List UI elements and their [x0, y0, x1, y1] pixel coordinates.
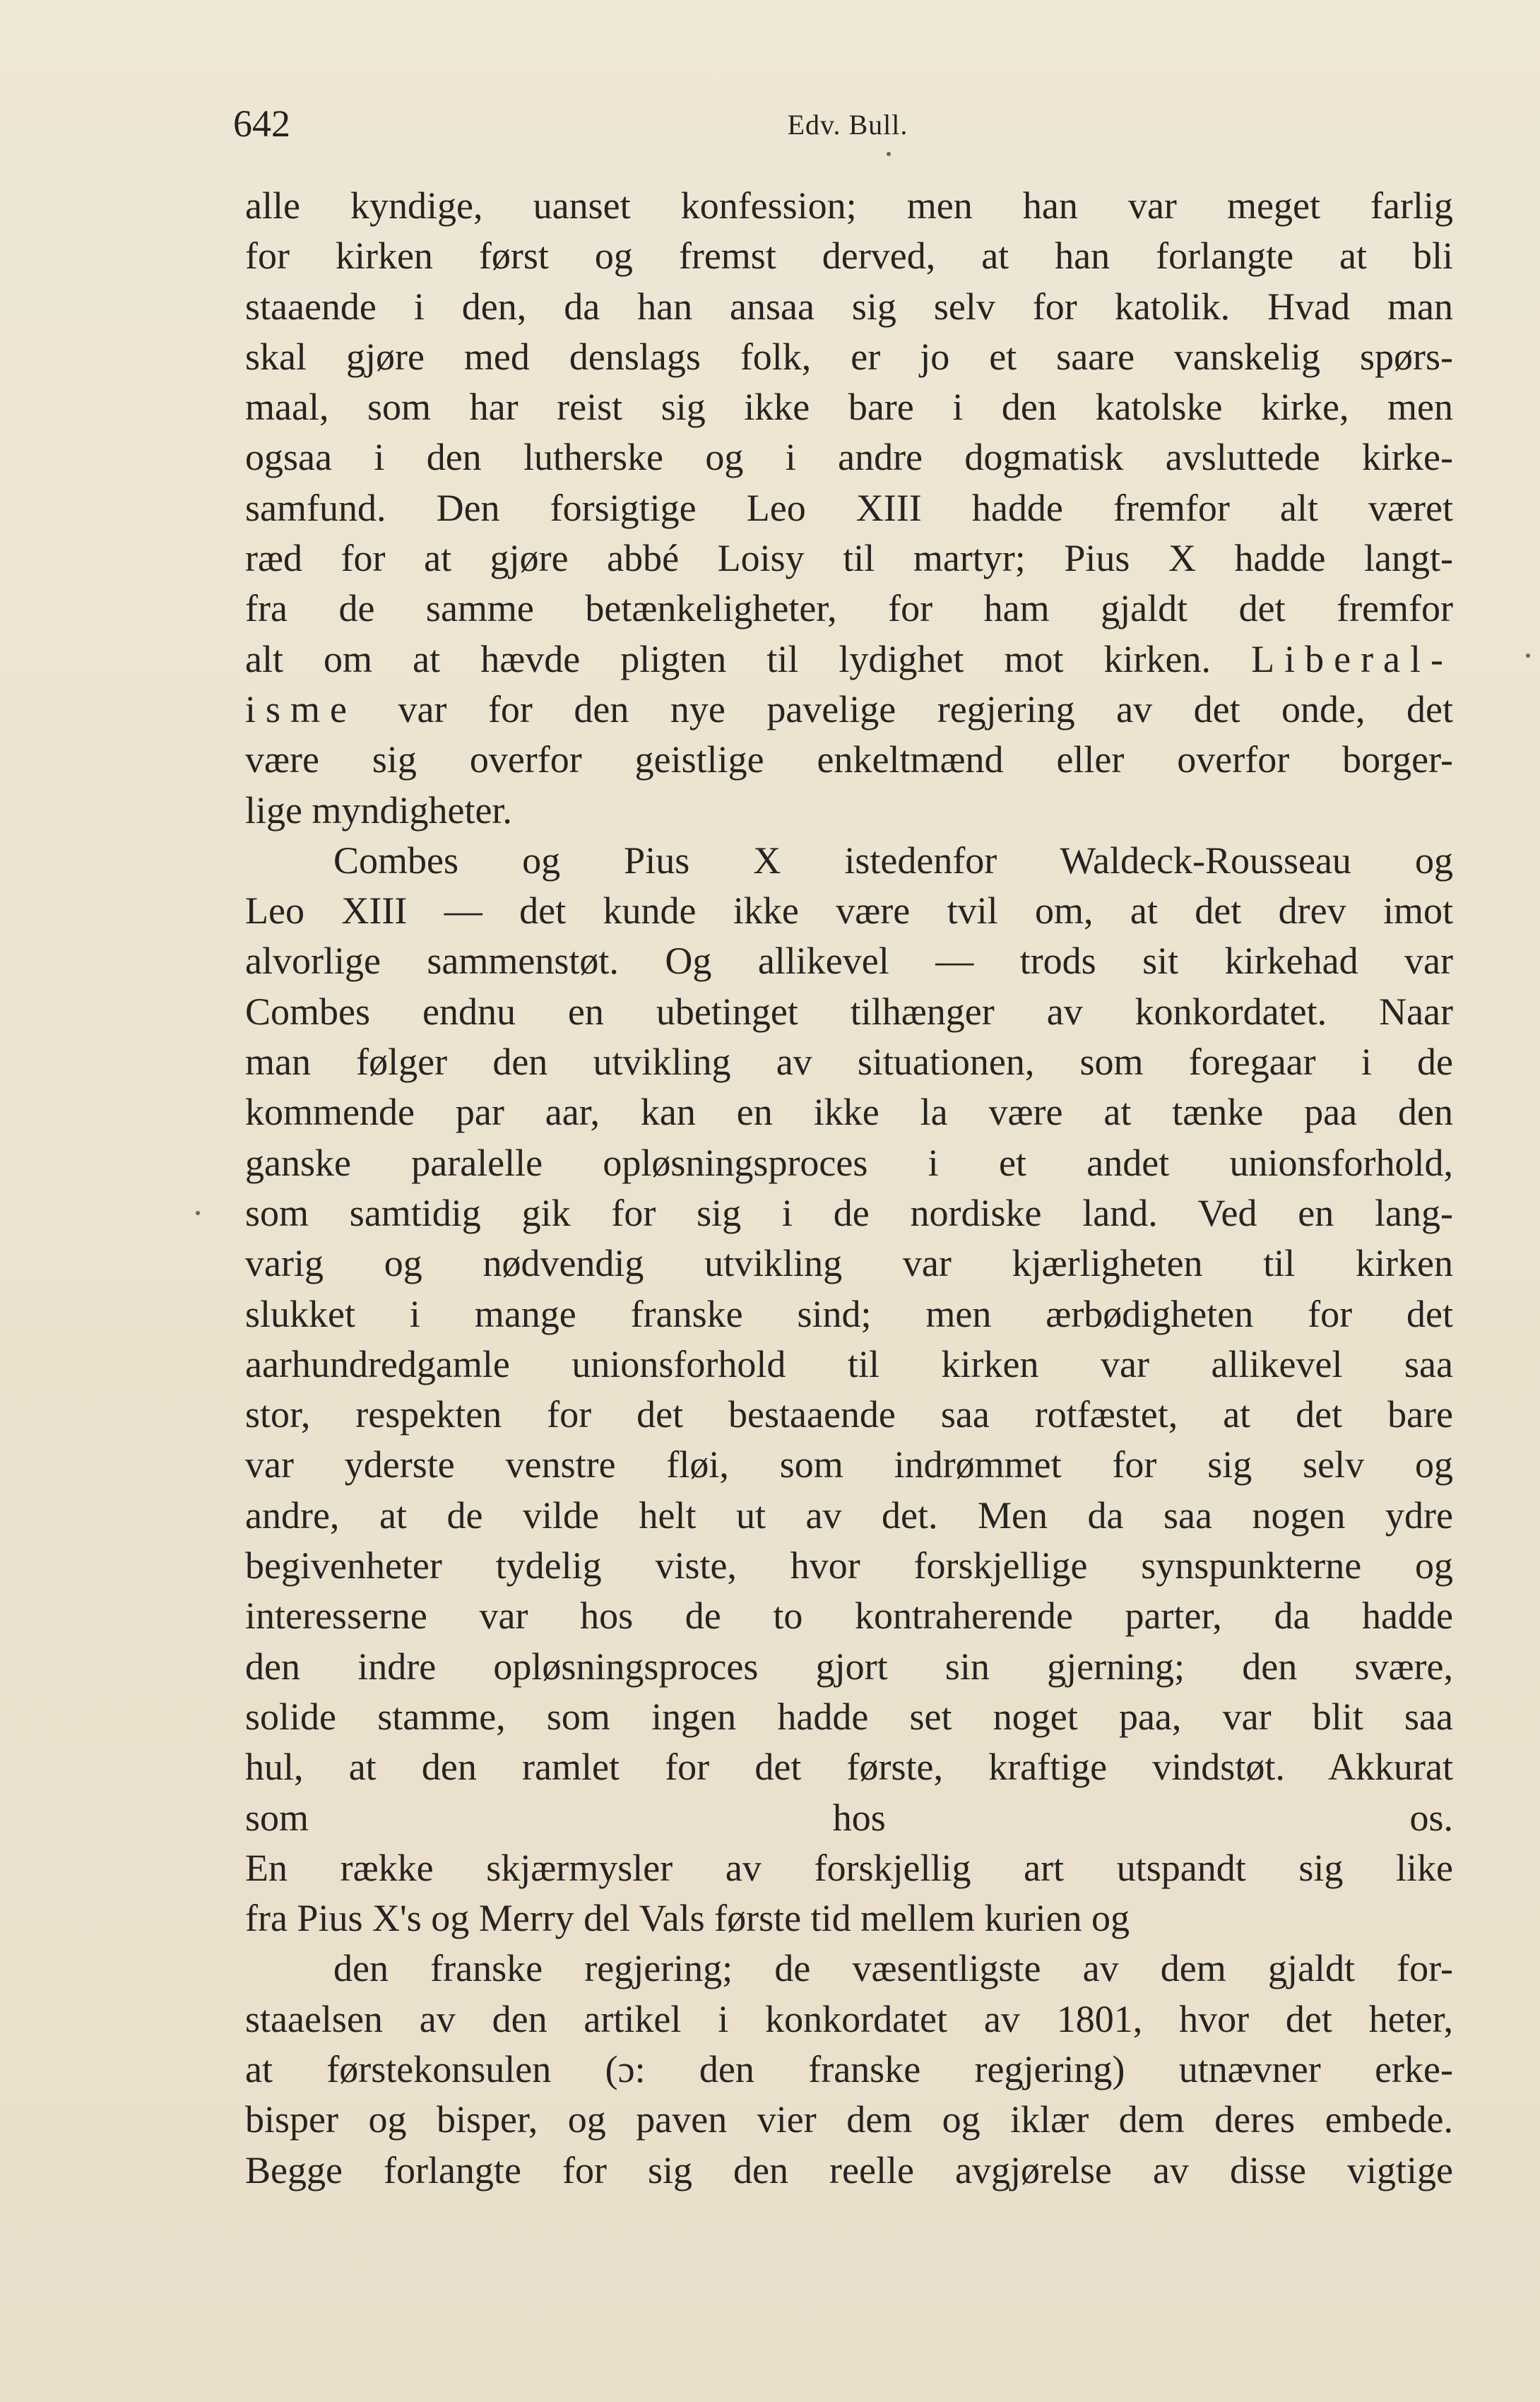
page-number: 642 [233, 102, 290, 145]
text-line: for kirken først og fremst derved, at han forlangte at bli [245, 235, 1453, 278]
text-line: som hos os. [245, 1796, 1453, 1839]
spaced-emphasis: Liberal- [1251, 637, 1454, 680]
running-head: Edv. Bull. [787, 109, 908, 141]
text-line: staaelsen av den artikel i konkordatet av 1801, hvor det heter, [245, 1997, 1453, 2040]
text-line: andre, at de vilde helt ut av det. Men da saa nogen ydre [245, 1493, 1453, 1537]
text-line: solide stamme, som ingen hadde set noget paa, var blit saa [245, 1695, 1453, 1738]
page-header [233, 102, 1462, 145]
text-line: maal, som har reist sig ikke bare i den katolske kirke, men [245, 386, 1453, 429]
text-line: fra de samme betænkeligheter, for ham gjaldt det fremfor [245, 587, 1453, 630]
text-line: staaende i den, da han ansaa sig selv for katolik. Hvad man [245, 285, 1453, 328]
text-line: begivenheter tydelig viste, hvor forskjellige synspunkterne og [245, 1544, 1453, 1587]
text-line: skal gjøre med denslags folk, er jo et saare vanskelig spørs- [245, 335, 1453, 378]
print-speck [196, 1211, 200, 1215]
text-line: man følger den utvikling av situationen, som foregaar i de [245, 1041, 1453, 1084]
text-line: hul, at den ramlet for det første, kraftige vindstøt. Akkurat [245, 1746, 1453, 1789]
text-line: ganske paralelle opløsningsproces i et andet unionsforhold, [245, 1141, 1453, 1184]
text-line: stor, respekten for det bestaaende saa rotfæstet, at det bare [245, 1393, 1453, 1436]
spaced-emphasis: isme [245, 687, 357, 730]
paragraph-start-line: den franske regjering; de væsentligste av dem gjaldt for- [333, 1947, 1453, 1990]
text-line: at førstekonsulen (ɔ: den franske regjering) utnævner erke- [245, 2047, 1453, 2090]
text-line: den indre opløsningsproces gjort sin gjerning; den svære, [245, 1645, 1453, 1688]
text-line-segment: var for den nye pavelige regjering av det onde, det [357, 687, 1453, 730]
text-line: ogsaa i den lutherske og i andre dogmatisk avsluttede kirke- [245, 436, 1453, 479]
text-line: ræd for at gjøre abbé Loisy til martyr; Pius X hadde langt- [245, 537, 1453, 580]
text-line: kommende par aar, kan en ikke la være at tænke paa den [245, 1091, 1453, 1134]
text-line: En række skjærmysler av forskjellig art utspandt sig like [245, 1846, 1453, 1889]
paragraph-end-line: lige myndigheter. [245, 788, 512, 832]
text-line: samfund. Den forsigtige Leo XIII hadde fremfor alt været [245, 486, 1453, 529]
text-line: alle kyndige, uanset konfession; men han var meget farlig [245, 184, 1453, 227]
text-line-with-emphasis [245, 634, 1453, 685]
text-line: aarhundredgamle unionsforhold til kirken var allikevel saa [245, 1342, 1453, 1385]
text-line: Leo XIII — det kunde ikke være tvil om, at det drev imot [245, 889, 1453, 933]
text-line [245, 2246, 1453, 2296]
text-line [245, 2196, 1453, 2246]
text-line: Begge forlangte for sig den reelle avgjørelse av disse vigtige [245, 2148, 1453, 2191]
text-line-segment: alt om at hævde pligten til lydighet mot kirken. [245, 637, 1212, 680]
text-line: som samtidig gik for sig i de nordiske land. Ved en lang- [245, 1191, 1453, 1234]
text-line-with-emphasis [245, 685, 1453, 735]
body-text [245, 181, 1453, 2296]
text-line: slukket i mange franske sind; men ærbødigheten for det [245, 1292, 1453, 1335]
text-line: Combes endnu en ubetinget tilhænger av konkordatet. Naar [245, 990, 1453, 1033]
print-speck [1526, 653, 1530, 658]
text-line: varig og nødvendig utvikling var kjærligheten til kirken [245, 1242, 1453, 1285]
paragraph-end-line: fra Pius X's og Merry del Vals første tid mellem kurien og [245, 1897, 1130, 1940]
text-line: alvorlige sammenstøt. Og allikevel — trods sit kirkehad var [245, 940, 1453, 983]
text-line: være sig overfor geistlige enkeltmænd eller overfor borger- [245, 738, 1453, 781]
text-line: interesserne var hos de to kontraherende parter, da hadde [245, 1595, 1453, 1638]
text-line: var yderste venstre fløi, som indrømmet for sig selv og [245, 1443, 1453, 1486]
paragraph-start-line: Combes og Pius X istedenfor Waldeck-Rousseau og [333, 839, 1453, 882]
print-speck [887, 152, 891, 156]
text-line: bisper og bisper, og paven vier dem og iklær dem deres embede. [245, 2098, 1453, 2141]
